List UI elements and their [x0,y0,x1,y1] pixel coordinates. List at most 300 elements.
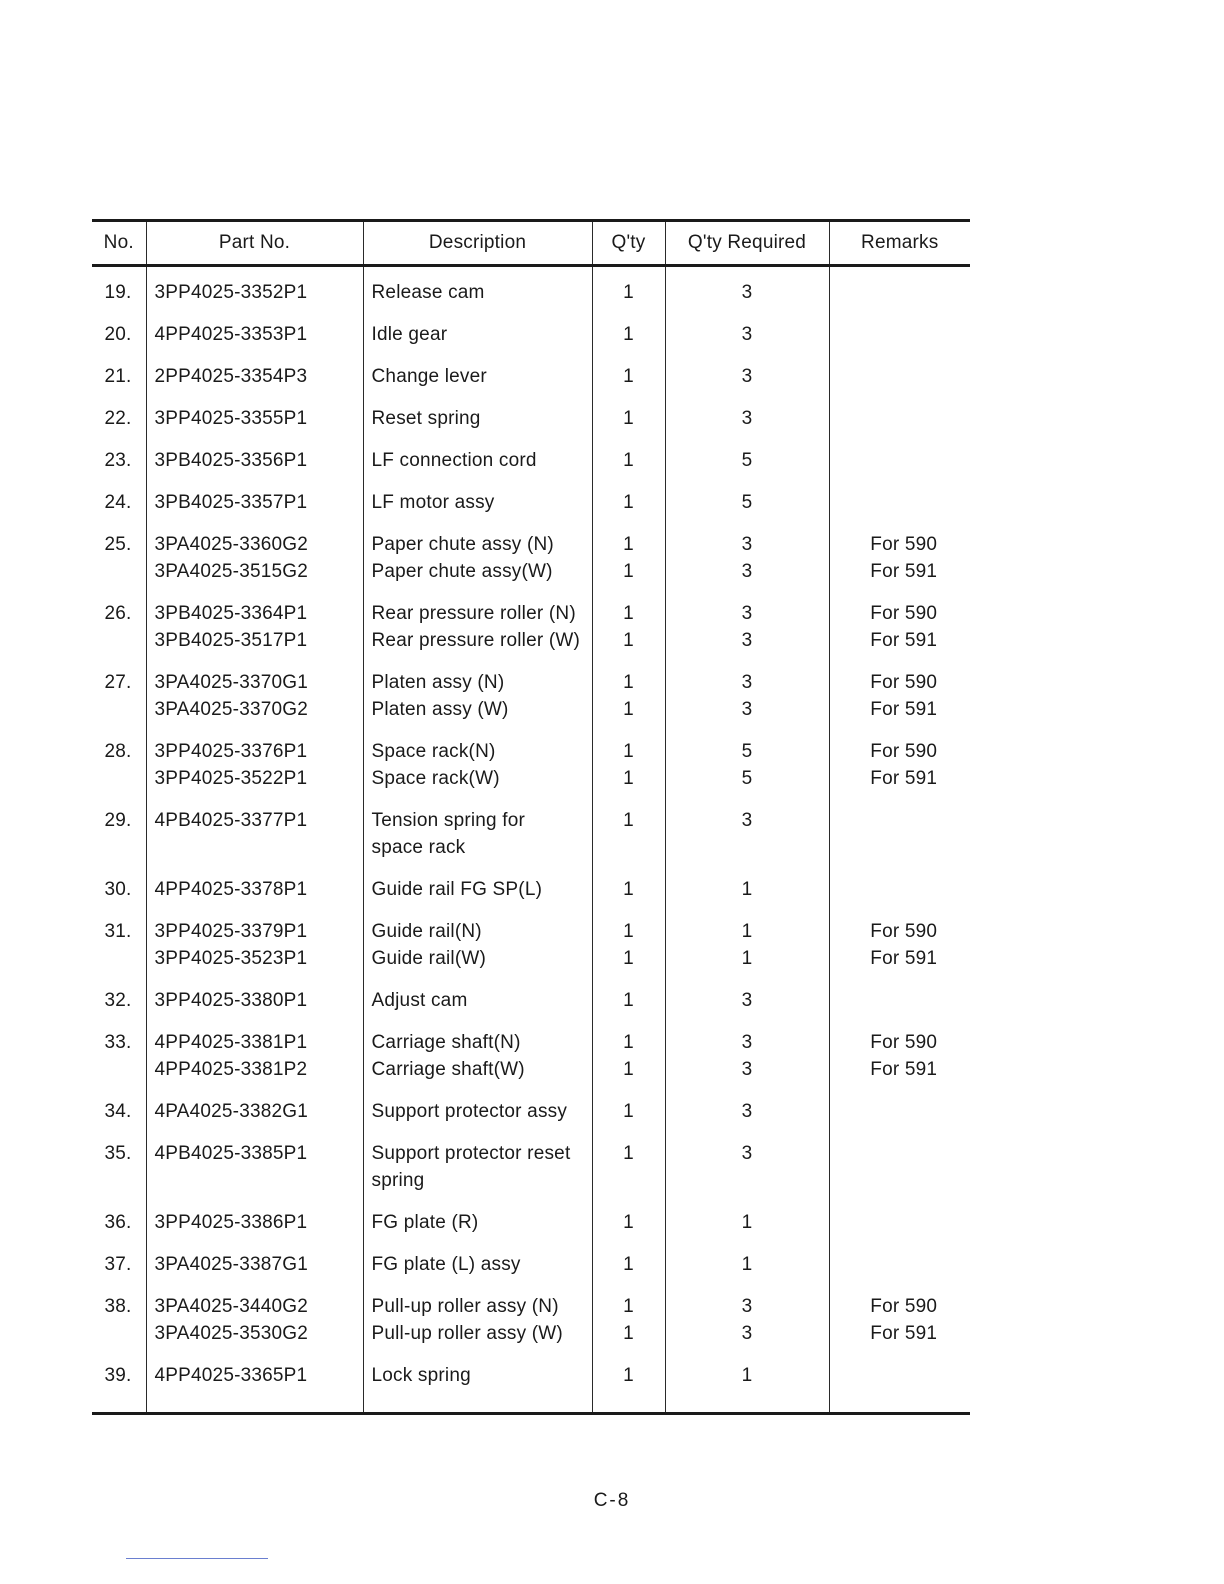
cell-remarks [829,1209,970,1251]
cell-no-content [92,1029,132,1071]
cell-qty-required-content [666,447,829,489]
cell-description [363,1251,592,1293]
cell-description-content [372,600,592,669]
cell-qty-content [593,1209,665,1251]
cell-description-content [372,405,592,447]
cell-remarks-content [838,1098,971,1140]
cell-qty-content [593,600,665,669]
cell-part-no-content [155,1293,363,1362]
cell-remarks-content [838,321,971,363]
cell-description-line: LF motor assy [371,492,495,513]
cell-qty-required [665,876,829,918]
cell-remarks [829,1098,970,1140]
cell-qty [592,738,665,807]
cell-qty-required-content [666,807,829,849]
cell-qty-required [665,321,829,363]
cell-qty-content [593,1029,665,1098]
cell-qty-line: 1 [623,1059,634,1080]
cell-part-no-line: 4PP4025-3381P2 [154,1059,308,1080]
cell-no [92,987,146,1029]
cell-qty [592,807,665,876]
cell-qty-required-line: 5 [741,768,753,789]
cell-qty [592,321,665,363]
cell-no-content [92,600,132,642]
cell-no-content [92,1098,132,1140]
cell-description-content [372,876,592,918]
cell-qty-required-content [666,1209,829,1251]
cell-part-no-content [155,1098,363,1140]
cell-remarks [829,321,970,363]
cell-description [363,363,592,405]
cell-description-content [372,1209,592,1251]
cell-description [363,738,592,807]
cell-qty-line: 1 [623,672,634,693]
cell-description [363,531,592,600]
cell-qty-required-line: 5 [741,450,753,471]
cell-qty-required-line: 3 [741,699,753,720]
cell-qty-line: 1 [623,1101,634,1122]
cell-qty-line: 1 [623,948,634,969]
item-number: 38. [104,1296,132,1317]
table-body [92,266,970,1414]
cell-qty-line: 1 [623,1365,634,1386]
cell-remarks-line: For 591 [870,630,938,651]
cell-description-content [372,918,592,987]
cell-part-no-line: 4PB4025-3377P1 [154,810,308,831]
cell-qty-required-content [666,279,829,321]
cell-qty-line: 1 [623,1296,634,1317]
cell-qty-required-content [666,738,829,807]
cell-part-no [146,738,363,807]
cell-remarks-line: For 590 [870,603,938,624]
cell-part-no-line: 3PP4025-3355P1 [154,408,308,429]
cell-no-content [92,876,132,918]
cell-qty-content [593,1251,665,1293]
cell-remarks [829,918,970,987]
cell-part-no-line: 2PP4025-3354P3 [154,366,308,387]
cell-qty-required [665,738,829,807]
cell-description-content [372,807,592,876]
cell-remarks-content [838,669,971,738]
cell-part-no [146,447,363,489]
header-qty-required: Q'ty Required [665,221,829,266]
cell-description-line: Space rack(N) [371,741,496,762]
cell-no [92,1029,146,1098]
cell-qty [592,1362,665,1414]
cell-qty-required-line: 1 [741,948,753,969]
cell-part-no-line: 3PP4025-3522P1 [154,768,308,789]
cell-remarks-line: For 590 [870,534,938,555]
cell-remarks-line: For 590 [870,921,938,942]
cell-description [363,405,592,447]
cell-remarks-content [838,600,971,669]
cell-qty-required-line: 1 [741,921,753,942]
cell-qty [592,600,665,669]
table-row [92,266,970,322]
cell-no [92,489,146,531]
header-qty: Q'ty [592,221,665,266]
cell-description-content [372,1140,592,1209]
item-number: 20. [104,324,132,345]
cell-no [92,1140,146,1209]
cell-qty-line: 1 [623,408,634,429]
cell-qty-line: 1 [623,879,634,900]
cell-remarks-content [838,489,971,531]
cell-description-content [372,363,592,405]
cell-part-no [146,1362,363,1414]
cell-qty-required [665,266,829,322]
cell-part-no-line: 4PP4025-3353P1 [154,324,308,345]
cell-qty-required-content [666,321,829,363]
cell-part-no-content [155,363,363,405]
item-number: 35. [104,1143,132,1164]
item-number: 39. [104,1365,132,1386]
table-row [92,600,970,669]
cell-no-content [92,1362,132,1404]
cell-qty-line: 1 [623,810,634,831]
cell-no [92,600,146,669]
cell-qty-line: 1 [623,699,634,720]
cell-no [92,321,146,363]
cell-description-line: Pull-up roller assy (W) [371,1323,563,1344]
cell-remarks-content [838,1362,971,1404]
cell-description [363,1209,592,1251]
cell-description-line: FG plate (L) assy [371,1254,521,1275]
cell-remarks-content [838,1029,971,1098]
cell-description [363,447,592,489]
cell-remarks [829,987,970,1029]
cell-qty [592,447,665,489]
cell-qty-line: 1 [623,768,634,789]
cell-qty-required [665,1140,829,1209]
cell-qty [592,987,665,1029]
cell-remarks-content [838,918,971,987]
cell-part-no-content [155,1251,363,1293]
cell-remarks-line: For 591 [870,561,938,582]
cell-remarks [829,266,970,322]
cell-description-line: Paper chute assy (N) [371,534,554,555]
cell-description-line: Tension spring for [371,810,526,831]
cell-qty-required-content [666,1293,829,1362]
cell-description-content [372,669,592,738]
cell-part-no-content [155,321,363,363]
item-number: 32. [104,990,132,1011]
cell-part-no-line: 3PB4025-3356P1 [154,450,308,471]
cell-no-content [92,738,132,780]
cell-description-line: Guide rail FG SP(L) [371,879,543,900]
cell-qty-required-line: 3 [741,561,753,582]
cell-qty-required-content [666,1251,829,1293]
cell-description-line: Paper chute assy(W) [371,561,553,582]
cell-qty-required [665,600,829,669]
cell-description [363,669,592,738]
cell-part-no-line: 3PA4025-3360G2 [154,534,309,555]
cell-qty-required-content [666,1098,829,1140]
cell-remarks-content [838,738,971,807]
cell-part-no-content [155,489,363,531]
cell-no-content [92,405,132,447]
cell-qty-line: 1 [623,450,634,471]
cell-description-line: Reset spring [371,408,481,429]
item-number: 24. [104,492,132,513]
cell-qty-required-line: 3 [741,810,753,831]
cell-no [92,807,146,876]
cell-qty-content [593,1362,665,1404]
cell-qty-required [665,1098,829,1140]
cell-qty-required-content [666,489,829,531]
cell-part-no-content [155,447,363,489]
cell-qty [592,876,665,918]
cell-description-content [372,738,592,807]
cell-no [92,531,146,600]
cell-part-no [146,321,363,363]
cell-remarks-line: For 590 [870,741,938,762]
cell-qty-required-content [666,987,829,1029]
cell-description [363,1140,592,1209]
cell-remarks-line: For 591 [870,1059,938,1080]
cell-part-no-line: 4PP4025-3381P1 [154,1032,308,1053]
cell-qty-required-line: 3 [741,672,753,693]
item-number: 31. [104,921,132,942]
cell-description-line: Lock spring [371,1365,471,1386]
cell-qty-line: 1 [623,990,634,1011]
cell-no-content [92,279,132,321]
cell-qty [592,363,665,405]
cell-qty-content [593,807,665,849]
cell-qty-line: 1 [623,534,634,555]
header-part-no: Part No. [146,221,363,266]
cell-description-line: LF connection cord [371,450,537,471]
cell-remarks [829,447,970,489]
table-row [92,405,970,447]
cell-qty-required [665,531,829,600]
cell-remarks-content [838,363,971,405]
cell-description-line: Adjust cam [371,990,468,1011]
cell-qty-line: 1 [623,630,634,651]
cell-part-no-line: 3PA4025-3387G1 [154,1254,309,1275]
item-number: 26. [104,603,132,624]
cell-qty [592,1209,665,1251]
cell-description [363,807,592,876]
cell-qty-required [665,987,829,1029]
cell-qty [592,918,665,987]
cell-part-no [146,987,363,1029]
cell-part-no-line: 3PP4025-3379P1 [154,921,308,942]
cell-remarks [829,489,970,531]
cell-part-no-line: 3PP4025-3380P1 [154,990,308,1011]
cell-part-no-line: 3PP4025-3386P1 [154,1212,308,1233]
cell-remarks [829,1362,970,1414]
cell-qty-required-line: 3 [741,366,753,387]
cell-no-content [92,987,132,1029]
table-row [92,918,970,987]
cell-qty-required-line: 3 [741,1059,753,1080]
cell-part-no-line: 4PP4025-3365P1 [154,1365,308,1386]
cell-part-no-line: 3PB4025-3357P1 [154,492,308,513]
parts-table [92,219,970,1415]
cell-description-line: space rack [371,837,466,858]
cell-qty-content [593,489,665,531]
cell-qty-required-line: 3 [741,990,753,1011]
cell-qty-required-line: 3 [741,534,753,555]
cell-part-no-content [155,600,363,669]
cell-qty-required [665,807,829,876]
cell-part-no-content [155,531,363,600]
table-row [92,1140,970,1209]
cell-remarks-line: For 591 [870,768,938,789]
cell-qty-content [593,918,665,987]
cell-remarks-content [838,807,971,849]
cell-no-content [92,669,132,711]
cell-part-no [146,1140,363,1209]
cell-qty-line: 1 [623,324,634,345]
header-no: No. [103,232,134,253]
table-row [92,876,970,918]
cell-qty-required-content [666,405,829,447]
cell-qty-required-line: 1 [741,1365,753,1386]
cell-qty-content [593,321,665,363]
cell-no-content [92,1209,132,1251]
cell-remarks [829,1029,970,1098]
cell-qty-required-content [666,876,829,918]
cell-qty-content [593,405,665,447]
cell-qty-line: 1 [623,741,634,762]
cell-remarks-content [838,405,971,447]
cell-description-line: Platen assy (W) [371,699,509,720]
cell-description-content [372,447,592,489]
cell-qty-content [593,1140,665,1182]
cell-remarks-line: For 591 [870,1323,938,1344]
cell-remarks [829,405,970,447]
item-number: 19. [104,282,132,303]
cell-qty-line: 1 [623,1212,634,1233]
cell-qty-content [593,1293,665,1362]
cell-qty-required [665,405,829,447]
cell-description-line: Space rack(W) [371,768,500,789]
cell-qty-line: 1 [623,366,634,387]
cell-qty-required [665,447,829,489]
cell-remarks [829,1293,970,1362]
cell-part-no [146,489,363,531]
cell-qty-required-content [666,1029,829,1098]
cell-description [363,1098,592,1140]
cell-qty-line: 1 [623,1032,634,1053]
cell-qty-required-content [666,531,829,600]
cell-part-no-content [155,669,363,738]
item-number: 22. [104,408,132,429]
page-number: C-8 [593,1490,631,1511]
cell-description-content [372,1098,592,1140]
cell-part-no-content [155,987,363,1029]
cell-part-no [146,600,363,669]
cell-no [92,738,146,807]
cell-qty-required [665,1029,829,1098]
cell-description-line: Platen assy (N) [371,672,505,693]
cell-remarks-content [838,447,971,489]
cell-qty-required [665,1362,829,1414]
cell-description-line: FG plate (R) [371,1212,479,1233]
cell-description [363,266,592,322]
table-row [92,1098,970,1140]
cell-description-content [372,489,592,531]
cell-remarks [829,738,970,807]
cell-part-no-content [155,1362,363,1404]
item-number: 34. [104,1101,132,1122]
cell-qty-content [593,738,665,807]
table-row [92,321,970,363]
cell-qty [592,669,665,738]
cell-remarks-line: For 590 [870,672,938,693]
cell-qty-required-line: 3 [741,1296,753,1317]
cell-qty-required [665,1293,829,1362]
cell-part-no-content [155,918,363,987]
cell-part-no-content [155,279,363,321]
cell-description-line: Carriage shaft(N) [371,1032,521,1053]
cell-remarks-line: For 590 [870,1296,938,1317]
cell-description [363,876,592,918]
cell-part-no-line: 3PA4025-3440G2 [154,1296,309,1317]
table-row [92,1029,970,1098]
cell-part-no [146,1251,363,1293]
table-row [92,1251,970,1293]
cell-description-content [372,1251,592,1293]
cell-description-content [372,279,592,321]
cell-qty-required-line: 1 [741,879,753,900]
cell-qty-required-content [666,1362,829,1404]
cell-description-line: Support protector assy [371,1101,568,1122]
cell-part-no [146,1098,363,1140]
table-row [92,447,970,489]
table-row [92,363,970,405]
cell-description [363,1362,592,1414]
cell-part-no-line: 3PB4025-3517P1 [154,630,308,651]
item-number: 28. [104,741,132,762]
cell-remarks [829,669,970,738]
cell-qty-required-line: 3 [741,1101,753,1122]
cell-remarks-content [838,1251,971,1293]
cell-description-line: Guide rail(N) [371,921,482,942]
cell-part-no [146,266,363,322]
cell-part-no-line: 3PP4025-3523P1 [154,948,308,969]
cell-description [363,1029,592,1098]
cell-no [92,405,146,447]
cell-part-no-line: 3PP4025-3352P1 [154,282,308,303]
cell-no [92,1251,146,1293]
cell-remarks-content [838,1293,971,1362]
cell-description-line: Rear pressure roller (N) [371,603,576,624]
cell-remarks-content [838,531,971,600]
cell-description-line: Guide rail(W) [371,948,487,969]
table-row [92,807,970,876]
cell-qty [592,1098,665,1140]
cell-part-no [146,405,363,447]
cell-part-no [146,1293,363,1362]
cell-no-content [92,489,132,531]
cell-qty-content [593,279,665,321]
cell-qty [592,531,665,600]
cell-qty [592,1251,665,1293]
cell-qty-required-line: 3 [741,1143,753,1164]
cell-description-content [372,531,592,600]
cell-remarks-line: For 590 [870,1032,938,1053]
cell-no-content [92,918,132,960]
cell-qty-required-line: 3 [741,603,753,624]
cell-part-no-line: 3PA4025-3530G2 [154,1323,309,1344]
item-number: 33. [104,1032,132,1053]
cell-qty-required-line: 3 [741,282,753,303]
cell-qty-required-line: 3 [741,408,753,429]
table-row [92,489,970,531]
